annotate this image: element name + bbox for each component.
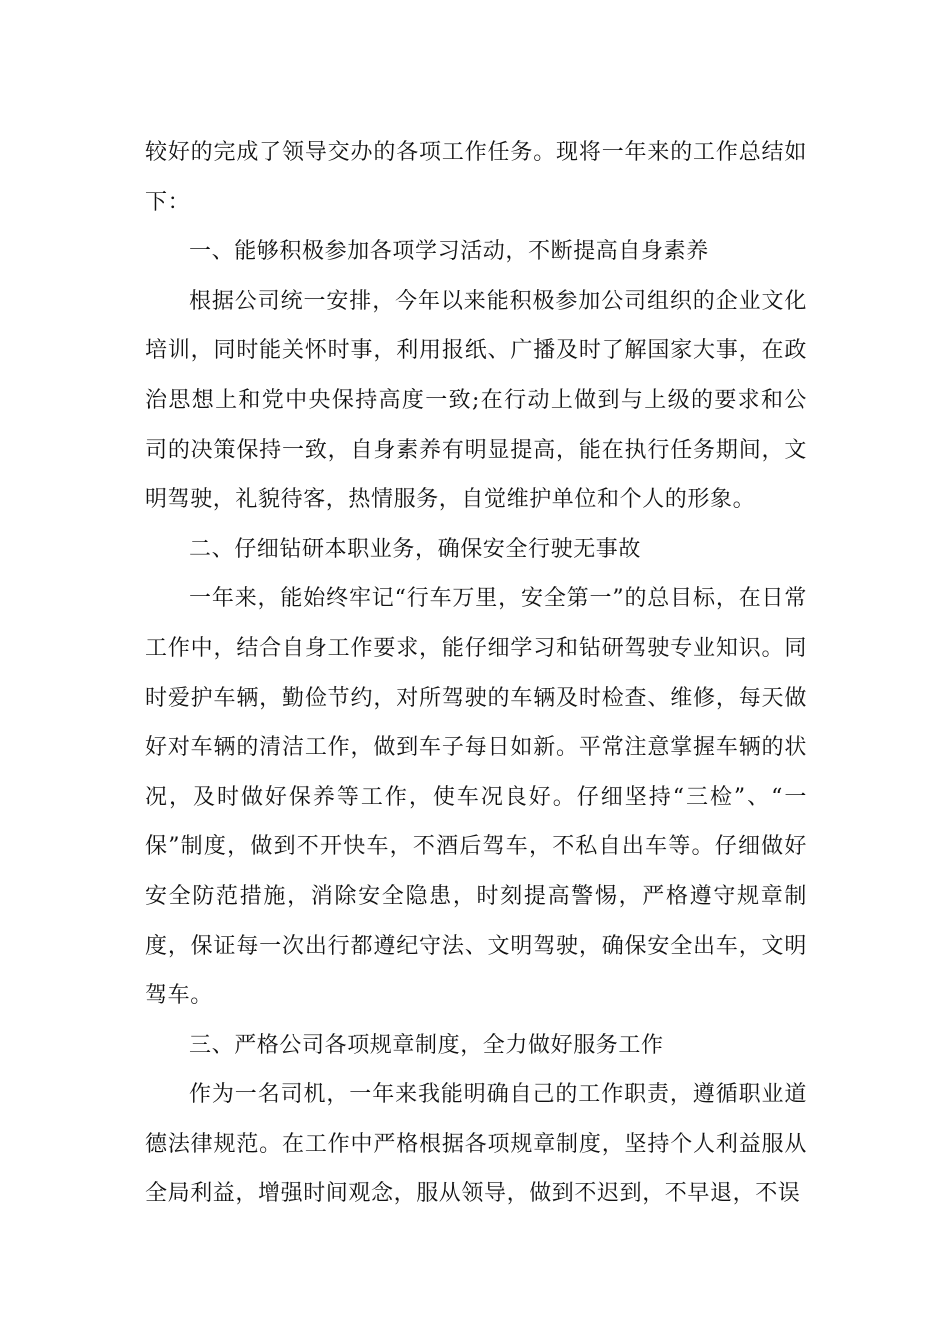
- section-heading-3: 三、严格公司各项规章制度，全力做好服务工作: [189, 1032, 664, 1058]
- section-heading-1: 一、能够积极参加各项学习活动，不断提高自身素养: [189, 239, 709, 265]
- section-body-1: 根据公司统一安排，今年以来能积极参加公司组织的企业文化培训，同时能关怀时事，利用报纸、广播及时了解国家大事，在政治思想上和党中央保持高度一致;在行动上做到与上级的要求和公司的决策保持一致，自身素养有明显提高，能在执行任务期间，文明驾驶，礼貌待客，热情服务，自觉维护单位和个人的形象。: [145, 288, 807, 513]
- document-page: [145, 128, 807, 1219]
- section-heading-2: 二、仔细钻研本职业务，确保安全行驶无事故: [189, 536, 642, 562]
- intro-paragraph: 较好的完成了领导交办的各项工作任务。现将一年来的工作总结如下：: [145, 140, 807, 215]
- section-body-3: 作为一名司机，一年来我能明确自己的工作职责，遵循职业道德法律规范。在工作中严格根据各项规章制度，坚持个人利益服从全局利益，增强时间观念，服从领导，做到不迟到，不早退，不误: [145, 1082, 807, 1207]
- section-body-2: 一年来，能始终牢记“行车万里，安全第一”的总目标，在日常工作中，结合自身工作要求，能仔细学习和钻研驾驶专业知识。同时爱护车辆，勤俭节约，对所驾驶的车辆及时检查、维修，每天做好对车辆的清洁工作，做到车子每日如新。平常注意掌握车辆的状况，及时做好保养等工作，使车况良好。仔细坚持“三检”、“一保”制度，做到不开快车，不酒后驾车，不私自出车等。仔细做好安全防范措施，消除安全隐患，时刻提高警惕，严格遵守规章制度，保证每一次出行都遵纪守法、文明驾驶，确保安全出车，文明驾车。: [145, 586, 807, 1009]
